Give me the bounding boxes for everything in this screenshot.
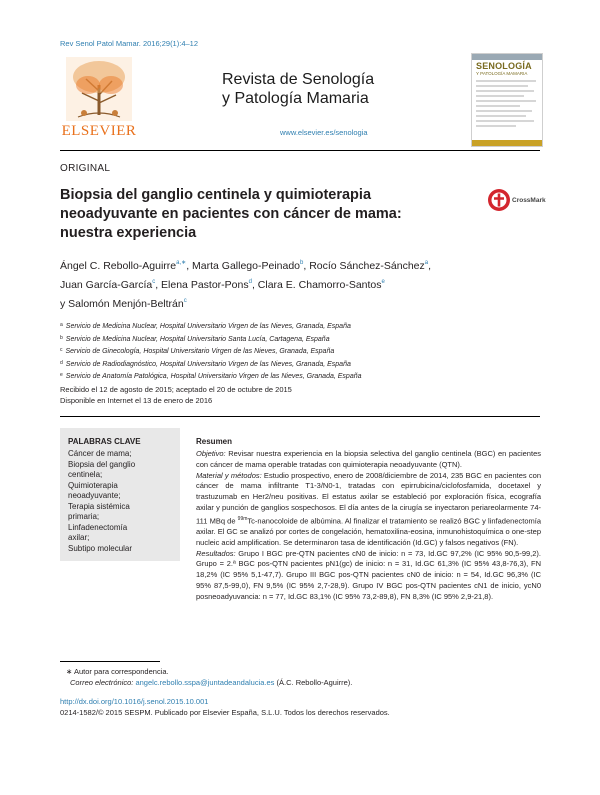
footnote-mark: ∗ [66,667,73,676]
affiliation-text: Servicio de Anatomía Patológica, Hospital Universitario Virgen de las Nieves, Granada, España [65,373,362,381]
email-note [60,677,520,688]
affiliation-text: Servicio de Radiodiagnóstico, Hospital Universitario Virgen de las Nieves, Granada, España [65,360,351,368]
author-separator: , [303,260,310,272]
author-name[interactable]: y Salomón Menjón-Beltrán [60,298,184,310]
crossmark-label: CrossMark [512,197,546,204]
affiliation-text: Servicio de Ginecología, Hospital Universitario Virgen de las Nieves, Granada, España [65,348,335,356]
journal-url-link[interactable]: www.elsevier.es/senologia [280,128,368,137]
methods-text-cont: Tc-nanocoloide de albúmina. Al finalizar el tratamiento se realizó BGC y linfadenectomía axilar. El GC se analizó por cortes de congelación, hematoxilina-eosina, inmunohistoquímica o one-step nucleic acid amplification. Se determinaron tasa de identificación (Id.GC) y falsos negativos (FN). [196,516,541,547]
affiliation-sup: a [60,322,63,328]
email-link[interactable]: angelc.rebollo.sspa@juntadeandalucia.es [135,678,275,687]
affiliation-item [60,370,520,383]
objective-text: Revisar nuestra experiencia en la biopsia selectiva del ganglio centinela (BGC) en pacientes con cáncer de mama operable tratadas con quimioterapia neoadyuvante (QTN). [196,449,541,469]
header-divider [60,150,540,151]
article-title: Biopsia del ganglio centinela y quimioterapia neoadyuvante en pacientes con cáncer de mama: nuestra experiencia [60,187,402,241]
journal-citation: Rev Senol Patol Mamar. 2016;29(1):4–12 [60,39,198,48]
cover-bottom-band [472,140,542,146]
keyword-item: centinela; [68,470,103,479]
affiliation-list [60,320,520,383]
keyword-item: Subtipo molecular [68,543,133,553]
affiliation-item [60,345,520,358]
results-text: Grupo I BGC pre-QTN pacientes cN0 de inicio: n = 73, Id.GC 97,2% (IC 95% 90,5-99,2). Grupo = 2.ª BGC pos-QTN pacientes pN1(gc) de inicio: n = 31, Id.GC 61,3% (IC 95% 43,8-76,3), FN 18,2% (IC 95% 5,1-47,7). Grupo III BGC pos-QTN pacientes cN0 de inicio: n = 54, Id.GC 96,3% (IC 95% 87,5-99,0), FN 9,5% (IC 95% 2,7-28,9). Grupo IV BGC pos-QTN pacientes cN1 de inicio, ycN0 posneoadyuvancia: n = 77, Id.GC 83,1% (IC 95% 73,2-89,8), FN 8,3% (IC 95% 2,9-21,8). [196,548,541,601]
affiliation-sup: e [60,372,63,379]
abstract-body [196,449,541,603]
copyright-line: 0214-1582/© 2015 SESPM. Publicado por Elsevier España, S.L.U. Todos los derechos reservados. [60,708,390,717]
keyword-item: axilar; [68,533,90,542]
affiliation-item [60,320,520,333]
methods-label: Material y métodos: [196,470,262,480]
affiliation-sup: c [60,347,63,354]
author-separator: , [155,279,162,291]
dates-divider [60,416,540,417]
isotope-sup: 99m [237,515,248,522]
cover-subtitle: Y PATOLOGÍA MAMARIA [476,71,528,76]
affiliation-item [60,333,520,346]
author-name[interactable]: Juan García-García [60,279,153,291]
keywords-list [68,449,176,554]
keyword-item: Linfadenectomía [68,522,128,532]
cover-text-lines [476,80,538,130]
author-sup: c [183,298,187,304]
journal-title-line1: Revista de Senología [222,71,375,88]
keyword-item: neoadyuvante; [68,491,121,500]
objective-label: Objetivo: [196,449,226,458]
affiliation-sup: b [60,334,63,341]
online-date: Disponible en Internet el 13 de enero de 2016 [60,395,213,405]
author-sup: e [381,279,385,285]
author-separator: , [186,260,193,272]
author-line-3 [60,293,510,312]
affiliation-item [60,358,520,371]
crossmark-button[interactable] [487,188,547,214]
keyword-item: Cáncer de mama; [68,449,132,458]
author-line-1 [60,255,510,274]
author-name[interactable]: Rocío Sánchez-Sánchez [309,260,425,272]
journal-title [222,70,374,108]
keyword-item: Biopsia del ganglio [68,459,136,469]
article-dates [60,385,520,406]
publisher-name: ELSEVIER [61,123,137,139]
journal-cover-thumbnail [471,53,543,147]
author-sup: b [300,260,304,266]
abstract-heading: Resumen [196,437,233,446]
received-date: Recibido el 12 de agosto de 2015; aceptado el 20 de octubre de 2015 [60,385,292,394]
corresponding-author-note [60,666,520,677]
author-list [60,255,510,312]
doi-link[interactable]: http://dx.doi.org/10.1016/j.senol.2015.10.001 [60,697,209,706]
author-sup: a [424,260,429,266]
abstract-methods [196,471,541,549]
crossmark-icon [487,188,511,212]
author-sup: d [248,279,252,285]
author-separator: , [251,279,258,291]
keywords-heading: PALABRAS CLAVE [68,437,141,446]
author-line-2 [60,274,510,293]
author-sup: a,∗ [176,260,187,266]
affiliation-text: Servicio de Medicina Nuclear, Hospital Universitario Virgen de las Nieves, Granada, España [65,323,351,330]
author-name[interactable]: Clara E. Chamorro-Santos [257,279,382,291]
email-owner: (Á.C. Rebollo-Aguirre). [274,678,353,687]
cover-title: SENOLOGÍA [476,61,532,71]
corresponding-text: Autor para correspondencia. [73,667,169,676]
affiliation-text: Servicio de Medicina Nuclear, Hospital Universitario Santa Lucía, Cartagena, España [65,335,330,343]
elsevier-logo[interactable] [60,55,138,143]
affiliation-sup: d [60,359,63,366]
keyword-item: Quimioterapia [68,480,118,490]
abstract-results [196,549,541,603]
footnote-divider [60,661,160,662]
methods-text: Estudio prospectivo, enero de 2008/diciembre de 2014, 235 BGC en pacientes con cáncer de mama infiltrante T1-3/N0-1, tratadas con epirrubicina/ciclofosfamida, docetaxel y trastuzumab en Her2/neu positivas. El estatus axilar se estableció por exploración física, ecografía axilar y punción de ganglios sospechosos. El día antes de la cirugía se inyectaron periareolarmente 74-111 MBq de [196,470,541,526]
cover-top-band [472,54,542,60]
article-section-label: ORIGINAL [60,163,111,174]
results-label: Resultados: [196,548,236,558]
abstract-objective [196,449,541,471]
keyword-item: primaria; [68,512,100,521]
keyword-item: Terapia sistémica [68,501,130,511]
journal-title-line2: y Patología Mamaria [222,90,369,107]
author-separator: , [428,260,432,272]
author-name[interactable]: Ángel C. Rebollo-Aguirre [60,260,177,272]
author-name[interactable]: Marta Gallego-Peinado [192,260,301,272]
footnotes [60,666,520,688]
email-label: Correo electrónico: [70,678,134,687]
author-name[interactable]: Elena Pastor-Pons [161,279,249,291]
author-sup: c [152,279,156,285]
